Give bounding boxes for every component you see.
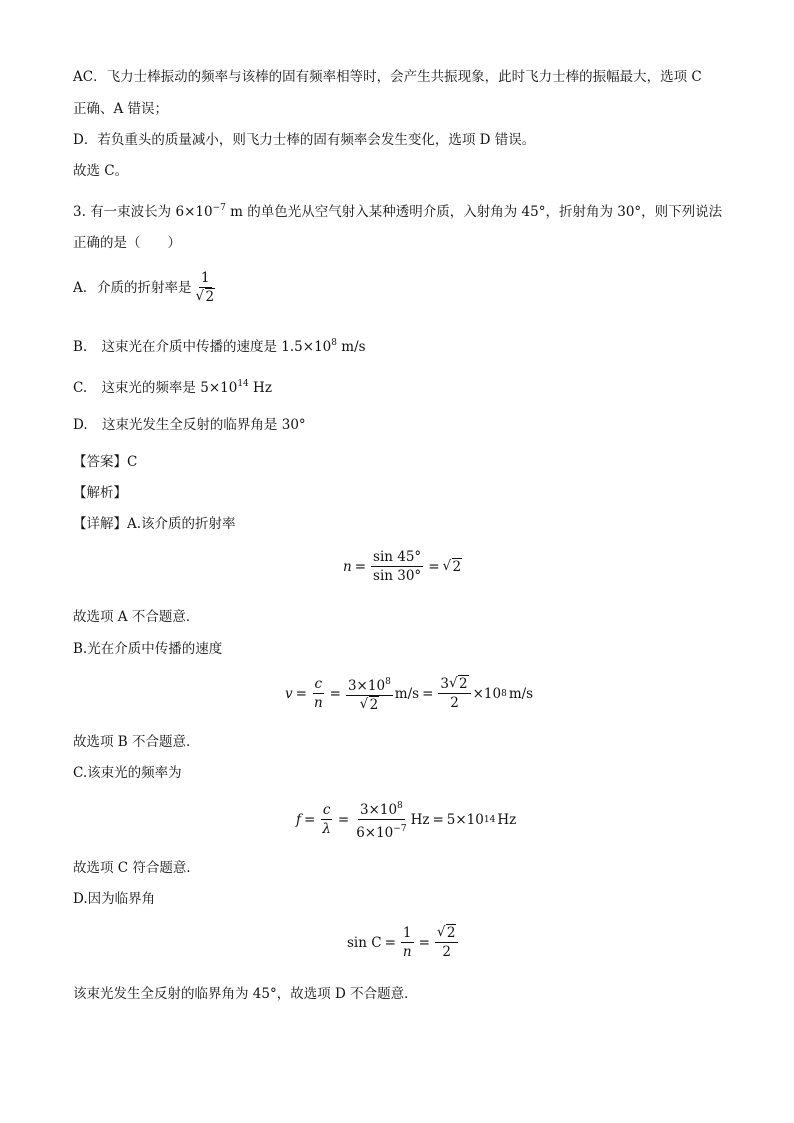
- question-stem-a: 有一束波长为 6×10: [90, 204, 213, 220]
- eq-b-fraction-1: $\frac{c}{n}$: [313, 676, 323, 711]
- option-b-unit: m/s: [337, 339, 366, 355]
- question-stem-b: m 的单色光从空气射入某种透明介质，入射角为 45°，折射角为 30°，则下列说法: [225, 204, 723, 220]
- paragraph-ac-line2: 正确、A 错误；: [73, 101, 169, 117]
- eq-b-tail: ×10: [472, 685, 502, 702]
- analysis-label: 【解析】: [73, 485, 127, 501]
- detail-a: 【详解】A.该介质的折射率: [73, 516, 236, 532]
- option-c-exponent: 14: [237, 379, 249, 389]
- eq-c-fraction-1: $\frac{c}{\lambda}$: [322, 802, 331, 837]
- conclusion-b: 故选项 B 不合题意．: [73, 734, 200, 750]
- option-a-radical: √ 2: [196, 289, 216, 305]
- paragraph-ac-line1: AC．飞力士棒振动的频率与该棒的固有频率相等时，会产生共振现象，此时飞力士棒的振幅最大，选项 C: [73, 69, 702, 85]
- eq-b-fraction-3: $\frac{3√ 2}{2}$: [438, 676, 470, 711]
- intro-b: B.光在介质中传播的速度: [73, 641, 223, 657]
- question-stem-exponent: −7: [212, 203, 226, 213]
- conclusion-a: 故选项 A 不合题意．: [73, 609, 200, 625]
- equation-a: n = $\frac{\sin 45^\circ}{\sin 30^\circ}$ = √ 2: [343, 549, 462, 584]
- paragraph-choose: 故选 C。: [73, 163, 129, 179]
- question-stem-line1: [73, 199, 722, 221]
- intro-c: C.该束光的频率为: [73, 765, 182, 781]
- eq-c-fraction-2: $\frac{3\times 10^8}{6\times 10^{-7}}$: [354, 798, 408, 841]
- eq-b-fraction-2: $3\times 10^8$ √ 2: [346, 674, 393, 713]
- eq-a-numerator: sin 45°: [373, 549, 422, 565]
- option-d-label: D.: [73, 417, 88, 433]
- option-a-text: 介质的折射率是: [97, 279, 192, 296]
- eq-c-unit-2: Hz: [497, 811, 517, 828]
- equation-c: f = $\frac{c}{\lambda}$ = $\frac{3\times 10^8}{6\times 10^{-7}}$ Hz = 5×10 14 Hz: [296, 798, 516, 841]
- option-c-text: 这束光的频率是 5×10: [101, 380, 238, 396]
- option-d-text: 这束光发生全反射的临界角是 30°: [101, 417, 306, 433]
- eq-a-radical: √ 2: [443, 559, 463, 575]
- eq-b-lhs: v: [285, 685, 293, 702]
- conclusion-d: 该束光发生全反射的临界角为 45°，故选项 D 不合题意．: [73, 986, 418, 1002]
- eq-b-unit-2: m/s: [508, 685, 534, 702]
- paragraph-d: D．若负重头的质量减小，则飞力士棒的固有频率会发生变化，选项 D 错误。: [73, 132, 536, 148]
- option-a: [73, 270, 219, 305]
- eq-b-unit-1: m/s: [394, 685, 420, 702]
- question-stem-line2: 正确的是（ ）: [73, 235, 181, 251]
- option-b-label: B.: [73, 339, 88, 355]
- eq-c-unit-1: Hz: [410, 811, 430, 828]
- option-a-numerator: 1: [201, 270, 210, 286]
- option-a-label: A.: [73, 279, 88, 296]
- eq-a-fraction: [371, 549, 423, 584]
- option-d: [73, 416, 306, 434]
- eq-d-fraction-1: $\frac{1}{n}$: [402, 925, 412, 960]
- equation-b: v = $\frac{c}{n}$ = $3\times 10^8$ √ 2 m/s = $\frac{3√ 2}{2}$ ×10 8 m/s: [285, 674, 533, 713]
- eq-d-fraction-2: √ $\frac{2}{2}$: [435, 925, 459, 960]
- eq-a-lhs: n: [343, 558, 352, 575]
- answer-label: 【答案】C: [73, 454, 138, 470]
- option-c: [73, 375, 272, 397]
- eq-d-lhs: sin C: [347, 934, 382, 951]
- option-c-label: C.: [73, 380, 88, 396]
- option-a-fraction: [194, 270, 218, 305]
- eq-a-denominator: sin 30°: [373, 568, 422, 584]
- option-c-unit: Hz: [248, 380, 272, 396]
- question-number: 3.: [73, 204, 86, 220]
- equation-d: sin C = $\frac{1}{n}$ = √ $\frac{2}{2}$: [347, 925, 460, 960]
- conclusion-c: 故选项 C 符合题意．: [73, 860, 200, 876]
- option-b: [73, 334, 366, 356]
- eq-c-lhs: f: [296, 811, 301, 828]
- option-b-text: 这束光在介质中传播的速度是 1.5×10: [101, 339, 332, 355]
- intro-d: D.因为临界角: [73, 891, 156, 907]
- eq-c-rhs: 5×10: [446, 811, 484, 828]
- option-b-exponent: 8: [331, 338, 338, 348]
